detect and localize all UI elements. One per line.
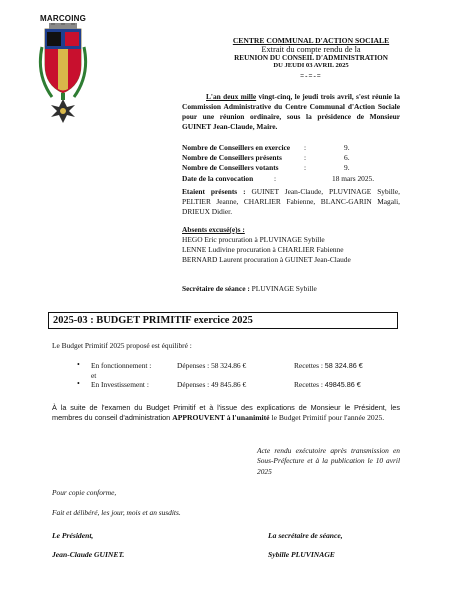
recettes-value: 58 324.86 € bbox=[324, 361, 363, 370]
present-text: GUINET Jean-Claude, PLUVINAGE Sybille, PELTIER Jeanne, CHARLIER Fabienne, BLANC-GARIN Magali, DRIEUX Didier. bbox=[182, 187, 400, 217]
decision-title: 2025-03 : BUDGET PRIMITIF exercice 2025 bbox=[48, 312, 398, 329]
bullet-icon: • bbox=[77, 379, 80, 388]
approval-emphasis: APPROUVENT à l'unanimité bbox=[172, 413, 270, 423]
extract-label: Extrait du compte rendu de la bbox=[261, 45, 361, 54]
absent-members bbox=[182, 225, 400, 265]
approval-paragraph bbox=[52, 403, 400, 424]
org-name: CENTRE COMMUNAL D'ACTION SOCIALE bbox=[232, 36, 390, 45]
investissement-recettes bbox=[294, 380, 361, 389]
council-stats bbox=[182, 143, 400, 184]
president-name: Jean-Claude GUINET. bbox=[52, 550, 125, 559]
secretary-line bbox=[182, 284, 400, 293]
investissement-label: En Investissement : bbox=[91, 380, 149, 389]
president-title: Le Président, bbox=[52, 531, 94, 540]
stat-row-presents: Nombre de Conseillers présents : 6. bbox=[182, 153, 350, 163]
recettes-label: Recettes : bbox=[294, 361, 325, 370]
fonctionnement-depenses: Dépenses : 58 324.86 € bbox=[177, 361, 247, 370]
meeting-title: REUNION DU CONSEIL D'ADMINISTRATION bbox=[234, 54, 388, 62]
bullet-icon: • bbox=[77, 360, 80, 369]
present-members bbox=[182, 187, 400, 217]
recettes-value: 49845.86 € bbox=[324, 380, 361, 389]
fait-delibere: Fait et délibéré, les jour, mois et an susdits. bbox=[52, 508, 181, 517]
intro-text: vingt-cinq, le jeudi trois avril, s'est réunie la Commission Administrative du Centre Communal d'Action Sociale pour une réunion ordinaire, sous la présidence de Monsieur GUINET Jean-Claude, Maire. bbox=[182, 92, 400, 132]
stat-label: Nombre de Conseillers en exercice bbox=[182, 143, 291, 152]
intro-paragraph bbox=[182, 92, 400, 132]
crest-label: MARCOING bbox=[40, 14, 87, 23]
meeting-date: DU JEUDI 03 AVRIL 2025 bbox=[273, 62, 349, 69]
approval-text-1: À la suite de l'examen du Budget Primitif et à l'issue des explications de Monsieur le Président, les membres du conseil d'administration bbox=[52, 403, 400, 423]
stat-value: 18 mars 2025. bbox=[332, 173, 375, 183]
stat-label: Nombre de Conseillers présents bbox=[182, 153, 282, 163]
stat-value: 9. bbox=[344, 143, 350, 152]
stat-label: Nombre de Conseillers votants bbox=[182, 163, 279, 173]
stat-value: 9. bbox=[344, 163, 350, 173]
copie-conforme: Pour copie conforme, bbox=[52, 488, 117, 497]
stat-row-exercice: Nombre de Conseillers en exercice : 9. bbox=[182, 143, 350, 152]
secretary-name: PLUVINAGE Sybille bbox=[249, 284, 317, 293]
fonctionnement-label: En fonctionnement : bbox=[91, 361, 152, 370]
acte-executoire: Acte rendu exécutoire après transmission en Sous-Préfecture et à la publication le 10 avril 2025 bbox=[257, 446, 400, 476]
secretary-title: La secrétaire de séance, bbox=[268, 531, 343, 540]
present-heading: Etaient présents : bbox=[182, 187, 246, 196]
absent-line: HEGO Eric procuration à PLUVINAGE Sybille bbox=[182, 235, 325, 245]
stat-row-votants: Nombre de Conseillers votants : 9. bbox=[182, 163, 350, 173]
stat-value: 6. bbox=[344, 153, 350, 163]
secretary-heading: Secrétaire de séance : bbox=[182, 284, 250, 293]
intro-lead: L'an deux mille bbox=[206, 92, 257, 101]
recettes-label: Recettes : bbox=[294, 380, 325, 389]
absent-line: BERNARD Laurent procuration à GUINET Jean-Claude bbox=[182, 255, 351, 265]
fonctionnement-recettes bbox=[294, 361, 363, 370]
stat-row-convocation: Date de la convocation : 18 mars 2025. bbox=[182, 173, 375, 183]
investissement-depenses: Dépenses : 49 845.86 € bbox=[177, 380, 247, 389]
absents-heading: Absents excusé(e)s : bbox=[182, 225, 245, 234]
budget-intro: Le Budget Primitif 2025 proposé est équilibré : bbox=[52, 341, 192, 350]
approval-text-2: le Budget Primitif pour l'année 2025. bbox=[269, 413, 385, 423]
secretary-signature-name: Sybille PLUVINAGE bbox=[268, 550, 335, 559]
absent-line: LENNE Ludivine procuration à CHARLIER Fabienne bbox=[182, 245, 344, 255]
marcoing-coat-of-arms-icon bbox=[38, 23, 88, 169]
header-separator: =-=-= bbox=[300, 72, 322, 80]
et-connector: et bbox=[91, 371, 97, 380]
stat-label: Date de la convocation bbox=[182, 173, 254, 183]
